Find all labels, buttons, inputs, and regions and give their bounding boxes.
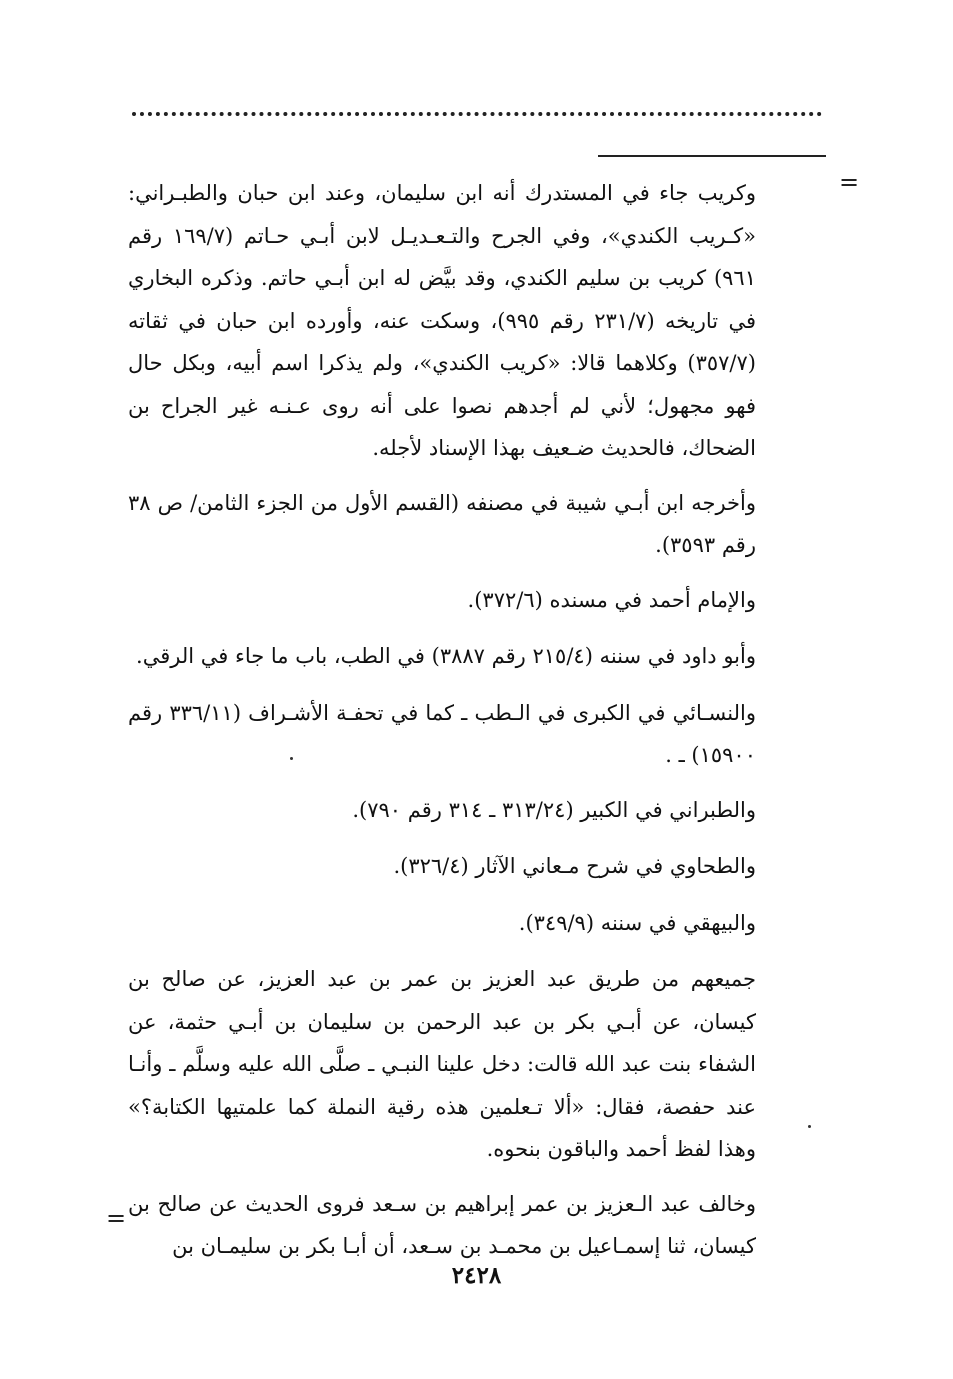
paragraph-abu-dawud: وأبو داود في سننه (٢١٥/٤ رقم ٣٨٨٧) في الطب، باب ما جاء في الرقي. <box>136 644 756 668</box>
footnote-separator-rule <box>598 155 826 157</box>
header-dotted-rule <box>132 112 822 116</box>
paragraph-ibrahim-ibn-sad: وخالف عبد الـعزيز بن عمر إبراهيم بن سـعد فروى الحديث عن صالح بن كيسان، ثنا إسمـاعيل بن محمـد بن سـعد، أن أبـا بكر بن سليمـان بن <box>128 1191 756 1258</box>
footnote-text-column <box>128 172 756 1280</box>
page-number: ٢٤٢٨ <box>451 1262 502 1289</box>
paragraph-tahawi: والطحاوي في شرح مـعاني الآثار (٣٢٦/٤). <box>393 854 756 878</box>
paragraph-ahmad: والإمام أحمد في مسنده (٣٧٢/٦). <box>467 587 756 612</box>
paragraph-bayhaqi: والبيهقي في سننه (٣٤٩/٩). <box>518 910 756 935</box>
paragraph-ibn-abi-shayba: وأخرجه ابن أبـي شيبة في مصنفه (القسم الأول من الجزء الثامن/ ص ٣٨ رقم ٣٥٩٣). <box>128 490 756 557</box>
paragraph-all-via-abd-al-aziz: جميعهم من طريق عبد العزيز بن عمر بن عبد العزيز، عن صالح بن كيسان، عن أبـي بكر بن عبد الرحمن بن سليمان بن أبـي حثمة، عن الشفاء بنت عبد الله قالت: دخل علينا النبـي ـ صلَّى الله عليه وسلَّم ـ وأنـا عند حفصة، فقال: «ألا تـعلمين هذه رقية النملة كما علمتيها الكتابة؟» وهذا لفظ أحمد والباقون بنحوه. <box>128 967 756 1161</box>
continuation-mark-top: = <box>839 168 860 196</box>
continuation-mark-bottom: = <box>106 1204 127 1232</box>
paragraph-tabarani: والطبراني في الكبير (٣١٣/٢٤ ـ ٣١٤ رقم ٧٩٠). <box>352 797 756 822</box>
paragraph-kurayb-note: وكريب جاء في المستدرك أنه ابن سليمان، وعند ابن حبان والطبـراني: «كـريب الكندي»، وفي الجرح والتـعـديـل لابن أبـي حـاتم (١٦٩/٧ رقم ٩٦١) كريب بن سليم الكندي، وقد بيَّض له ابن أبـي حاتم. وذكره البخاري في تاريخه (٢٣١/٧ رقم ٩٩٥)، وسكت عنه، وأورده ابن حبان في ثقاته (٣٥٧/٧) وكلاهما قالا: «كريب الكندي»، ولم يذكرا اسم أبيه، وبكل حال فهو مجهول؛ لأني لم أجدهم نصوا على أنه روى عـنـه غير الجراح بن الضحاك، فالحديث ضـعيف بهذا الإسناد لأجله. <box>128 181 757 460</box>
paragraph-nasai: والنسـائي في الكبرى في الـطب ـ كما في تحفـة الأشـراف (٣٣٦/١١ رقم ١٥٩٠٠) ـ . <box>128 700 756 767</box>
scan-speck <box>808 1125 811 1128</box>
